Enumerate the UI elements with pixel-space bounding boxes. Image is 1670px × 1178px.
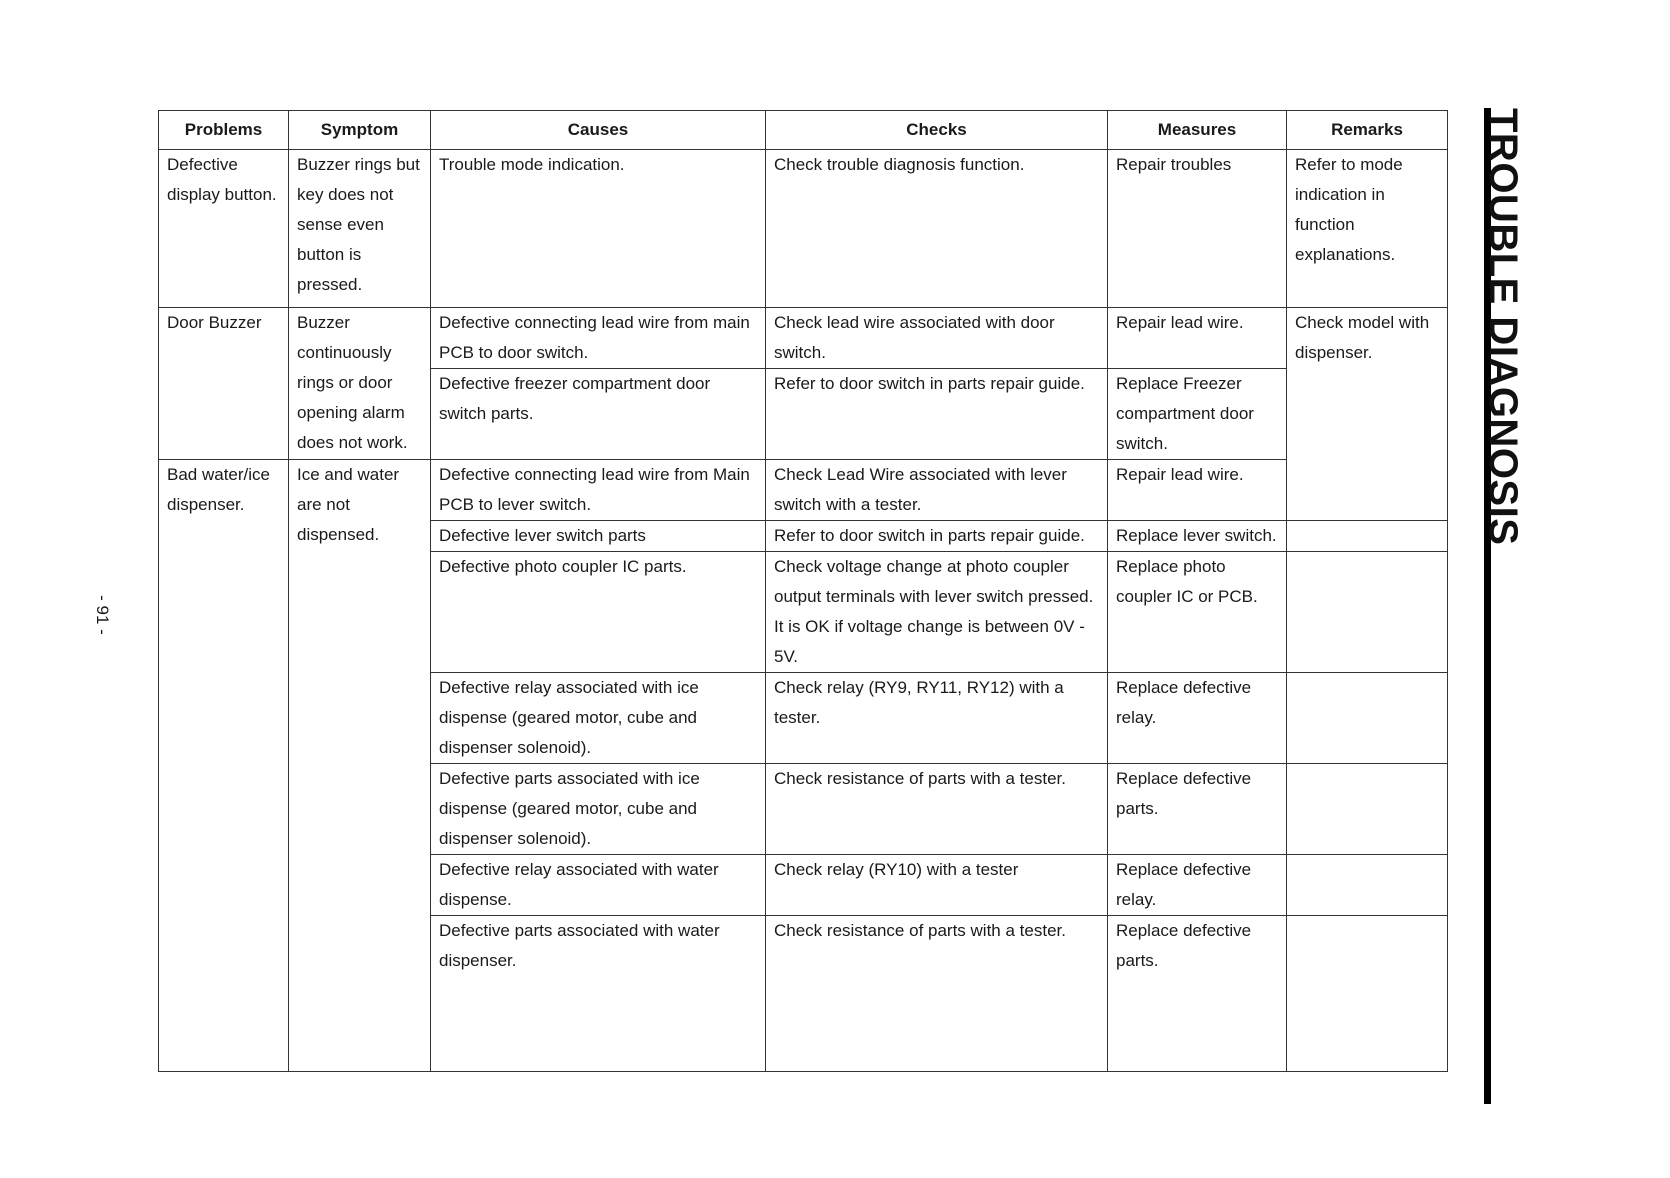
measure-cell: Replace defective relay. [1108, 855, 1287, 916]
remark-cell: Check model with dispenser. [1287, 308, 1448, 521]
problem-cell: Bad water/ice dispenser. [159, 460, 289, 1072]
table-row [159, 150, 1448, 308]
table-row [159, 308, 1448, 369]
cause-cell: Defective photo coupler IC parts. [431, 552, 766, 673]
symptom-cell: Buzzer continuously rings or door opening alarm does not work. [289, 308, 431, 460]
measure-cell: Replace defective relay. [1108, 673, 1287, 764]
check-cell: Check Lead Wire associated with lever switch with a tester. [766, 460, 1108, 521]
measure-cell: Replace lever switch. [1108, 521, 1287, 552]
check-cell: Check trouble diagnosis function. [766, 150, 1108, 308]
remark-cell-empty [1287, 764, 1448, 855]
measure-cell: Replace defective parts. [1108, 916, 1287, 1072]
header-symptom: Symptom [289, 111, 431, 150]
measure-cell: Replace Freezer compartment door switch. [1108, 369, 1287, 460]
trouble-diagnosis-table [158, 110, 1448, 1072]
cause-cell: Defective relay associated with water dispense. [431, 855, 766, 916]
symptom-cell: Ice and water are not dispensed. [289, 460, 431, 1072]
header-problems: Problems [159, 111, 289, 150]
cause-cell: Defective parts associated with ice dispense (geared motor, cube and dispenser solenoid). [431, 764, 766, 855]
check-cell: Check lead wire associated with door switch. [766, 308, 1108, 369]
check-cell: Check relay (RY9, RY11, RY12) with a tester. [766, 673, 1108, 764]
remark-cell-empty [1287, 916, 1448, 1072]
remark-cell-empty [1287, 521, 1448, 552]
header-checks: Checks [766, 111, 1108, 150]
section-title: TROUBLE DIAGNOSIS [1481, 108, 1525, 546]
check-cell: Refer to door switch in parts repair guide. [766, 369, 1108, 460]
measure-cell: Repair troubles [1108, 150, 1287, 308]
check-cell: Check resistance of parts with a tester. [766, 916, 1108, 1072]
check-cell: Refer to door switch in parts repair guide. [766, 521, 1108, 552]
measure-cell: Replace photo coupler IC or PCB. [1108, 552, 1287, 673]
symptom-cell: Buzzer rings but key does not sense even button is pressed. [289, 150, 431, 308]
header-remarks: Remarks [1287, 111, 1448, 150]
cause-cell: Defective lever switch parts [431, 521, 766, 552]
table-row [159, 460, 1448, 521]
remark-cell-empty [1287, 855, 1448, 916]
measure-cell: Repair lead wire. [1108, 460, 1287, 521]
cause-cell: Defective freezer compartment door switch parts. [431, 369, 766, 460]
cause-cell: Defective relay associated with ice dispense (geared motor, cube and dispenser solenoid). [431, 673, 766, 764]
check-cell: Check voltage change at photo coupler output terminals with lever switch pressed. It is OK if voltage change is between 0V - 5V. [766, 552, 1108, 673]
remark-cell-empty [1287, 552, 1448, 673]
cause-cell: Defective connecting lead wire from Main PCB to lever switch. [431, 460, 766, 521]
check-cell: Check relay (RY10) with a tester [766, 855, 1108, 916]
problem-cell: Door Buzzer [159, 308, 289, 460]
header-measures: Measures [1108, 111, 1287, 150]
remark-cell: Refer to mode indication in function explanations. [1287, 150, 1448, 308]
remark-cell-empty [1287, 673, 1448, 764]
check-cell: Check resistance of parts with a tester. [766, 764, 1108, 855]
measure-cell: Repair lead wire. [1108, 308, 1287, 369]
cause-cell: Defective parts associated with water dispenser. [431, 916, 766, 1072]
header-causes: Causes [431, 111, 766, 150]
page-number: - 91 - [93, 595, 112, 635]
table-header-row [159, 111, 1448, 150]
measure-cell: Replace defective parts. [1108, 764, 1287, 855]
problem-cell: Defective display button. [159, 150, 289, 308]
cause-cell: Trouble mode indication. [431, 150, 766, 308]
cause-cell: Defective connecting lead wire from main PCB to door switch. [431, 308, 766, 369]
